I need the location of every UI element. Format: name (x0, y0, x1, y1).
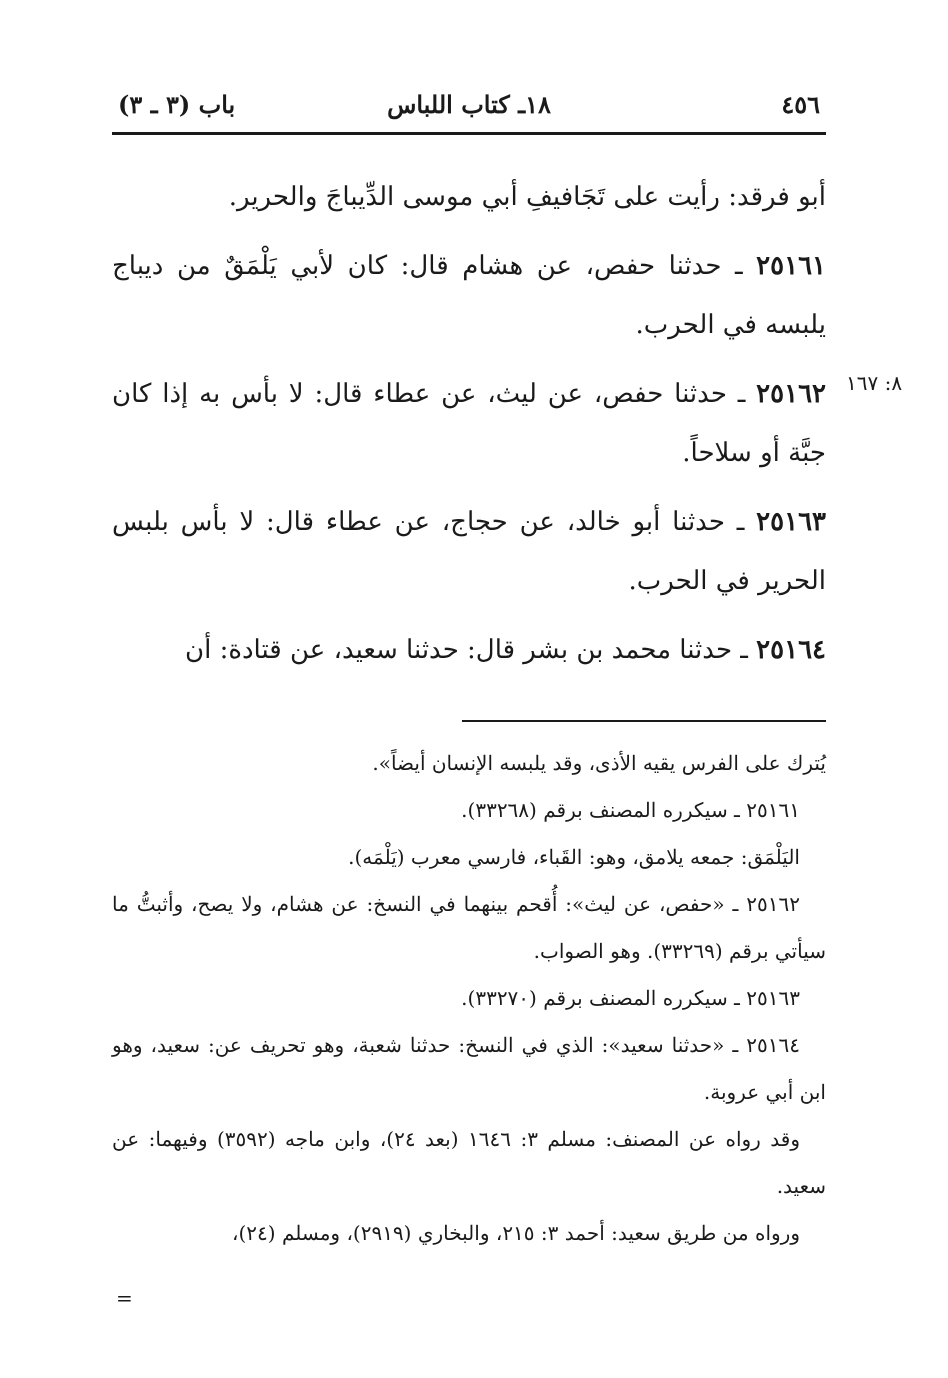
hadith-25164 (112, 621, 826, 680)
footnote-25162: ٢٥١٦٢ ـ «حفص، عن ليث»: أُقحم بينهما في النسخ: عن هشام، ولا يصح، وأثبتُّ ما سيأتي برقم (٣٣٢٦٩). وهو الصواب. (112, 892, 826, 963)
footnote-25163: ٢٥١٦٣ ـ سيكرره المصنف برقم (٣٣٢٧٠). (461, 986, 800, 1010)
main-text (112, 168, 826, 680)
paragraph-continuation: أبو فرقد: رأيت على تَجَافيفِ أبي موسى الدِّيباجَ والحرير. (228, 182, 826, 212)
hadith-25161 (112, 237, 826, 355)
footnote-25164-source: وقد رواه عن المصنف: مسلم ٣: ١٦٤٦ (بعد ٢٤)، وابن ماجه (٣٥٩٢) وفيهما: عن سعيد. (112, 1127, 826, 1198)
hadith-text: ـ حدثنا محمد بن بشر قال: حدثنا سعيد، عن قتادة: أن (185, 635, 757, 665)
footnotes (112, 740, 826, 1257)
hadith-25162 (112, 365, 826, 483)
hadith-text: ـ حدثنا أبو خالد، عن حجاج، عن عطاء قال: لا بأس بلبس الحرير في الحرب. (112, 507, 826, 596)
chapter-label: باب (٣ ـ ٣) (118, 90, 236, 119)
footnote-yalmaq: اليَلْمَق: جمعه يلامق، وهو: القَباء، فارسي معرب (يَلْمَه). (348, 845, 800, 869)
footnote-25164: ٢٥١٦٤ ـ «حدثنا سعيد»: الذي في النسخ: حدثنا شعبة، وهو تحريف عن: سعيد، وهو ابن أبي عروبة. (112, 1033, 826, 1104)
hadith-number: ٢٥١٦٢ (756, 379, 826, 409)
footnote-25164-routes: ورواه من طريق سعيد: أحمد ٣: ٢١٥، والبخاري (٢٩١٩)، ومسلم (٢٤)، (232, 1221, 800, 1245)
margin-reference: ٨: ١٦٧ (846, 371, 903, 395)
hadith-number: ٢٥١٦١ (756, 251, 826, 281)
hadith-25163 (112, 493, 826, 611)
header-rule (112, 132, 826, 135)
footnote-25161: ٢٥١٦١ ـ سيكرره المصنف برقم (٣٣٢٦٨). (461, 798, 800, 822)
hadith-text: ـ حدثنا حفص، عن ليث، عن عطاء قال: لا بأس به إذا كان جبَّة أو سلاحاً. (112, 379, 826, 468)
running-header (112, 86, 826, 126)
hadith-text: ـ حدثنا حفص، عن هشام قال: كان لأبي يَلْمَقٌ من ديباج يلبسه في الحرب. (112, 251, 826, 340)
footnote-rule (462, 720, 826, 722)
continuation-mark: = (116, 1286, 133, 1310)
hadith-number: ٢٥١٦٣ (756, 507, 826, 537)
hadith-number: ٢٥١٦٤ (756, 635, 826, 665)
page-number: ٤٥٦ (781, 90, 820, 119)
footnote-continuation: يُترك على الفرس يقيه الأذى، وقد يلبسه الإنسان أيضاً». (372, 751, 826, 775)
book-title: ١٨ـ كتاب اللباس (387, 90, 551, 119)
